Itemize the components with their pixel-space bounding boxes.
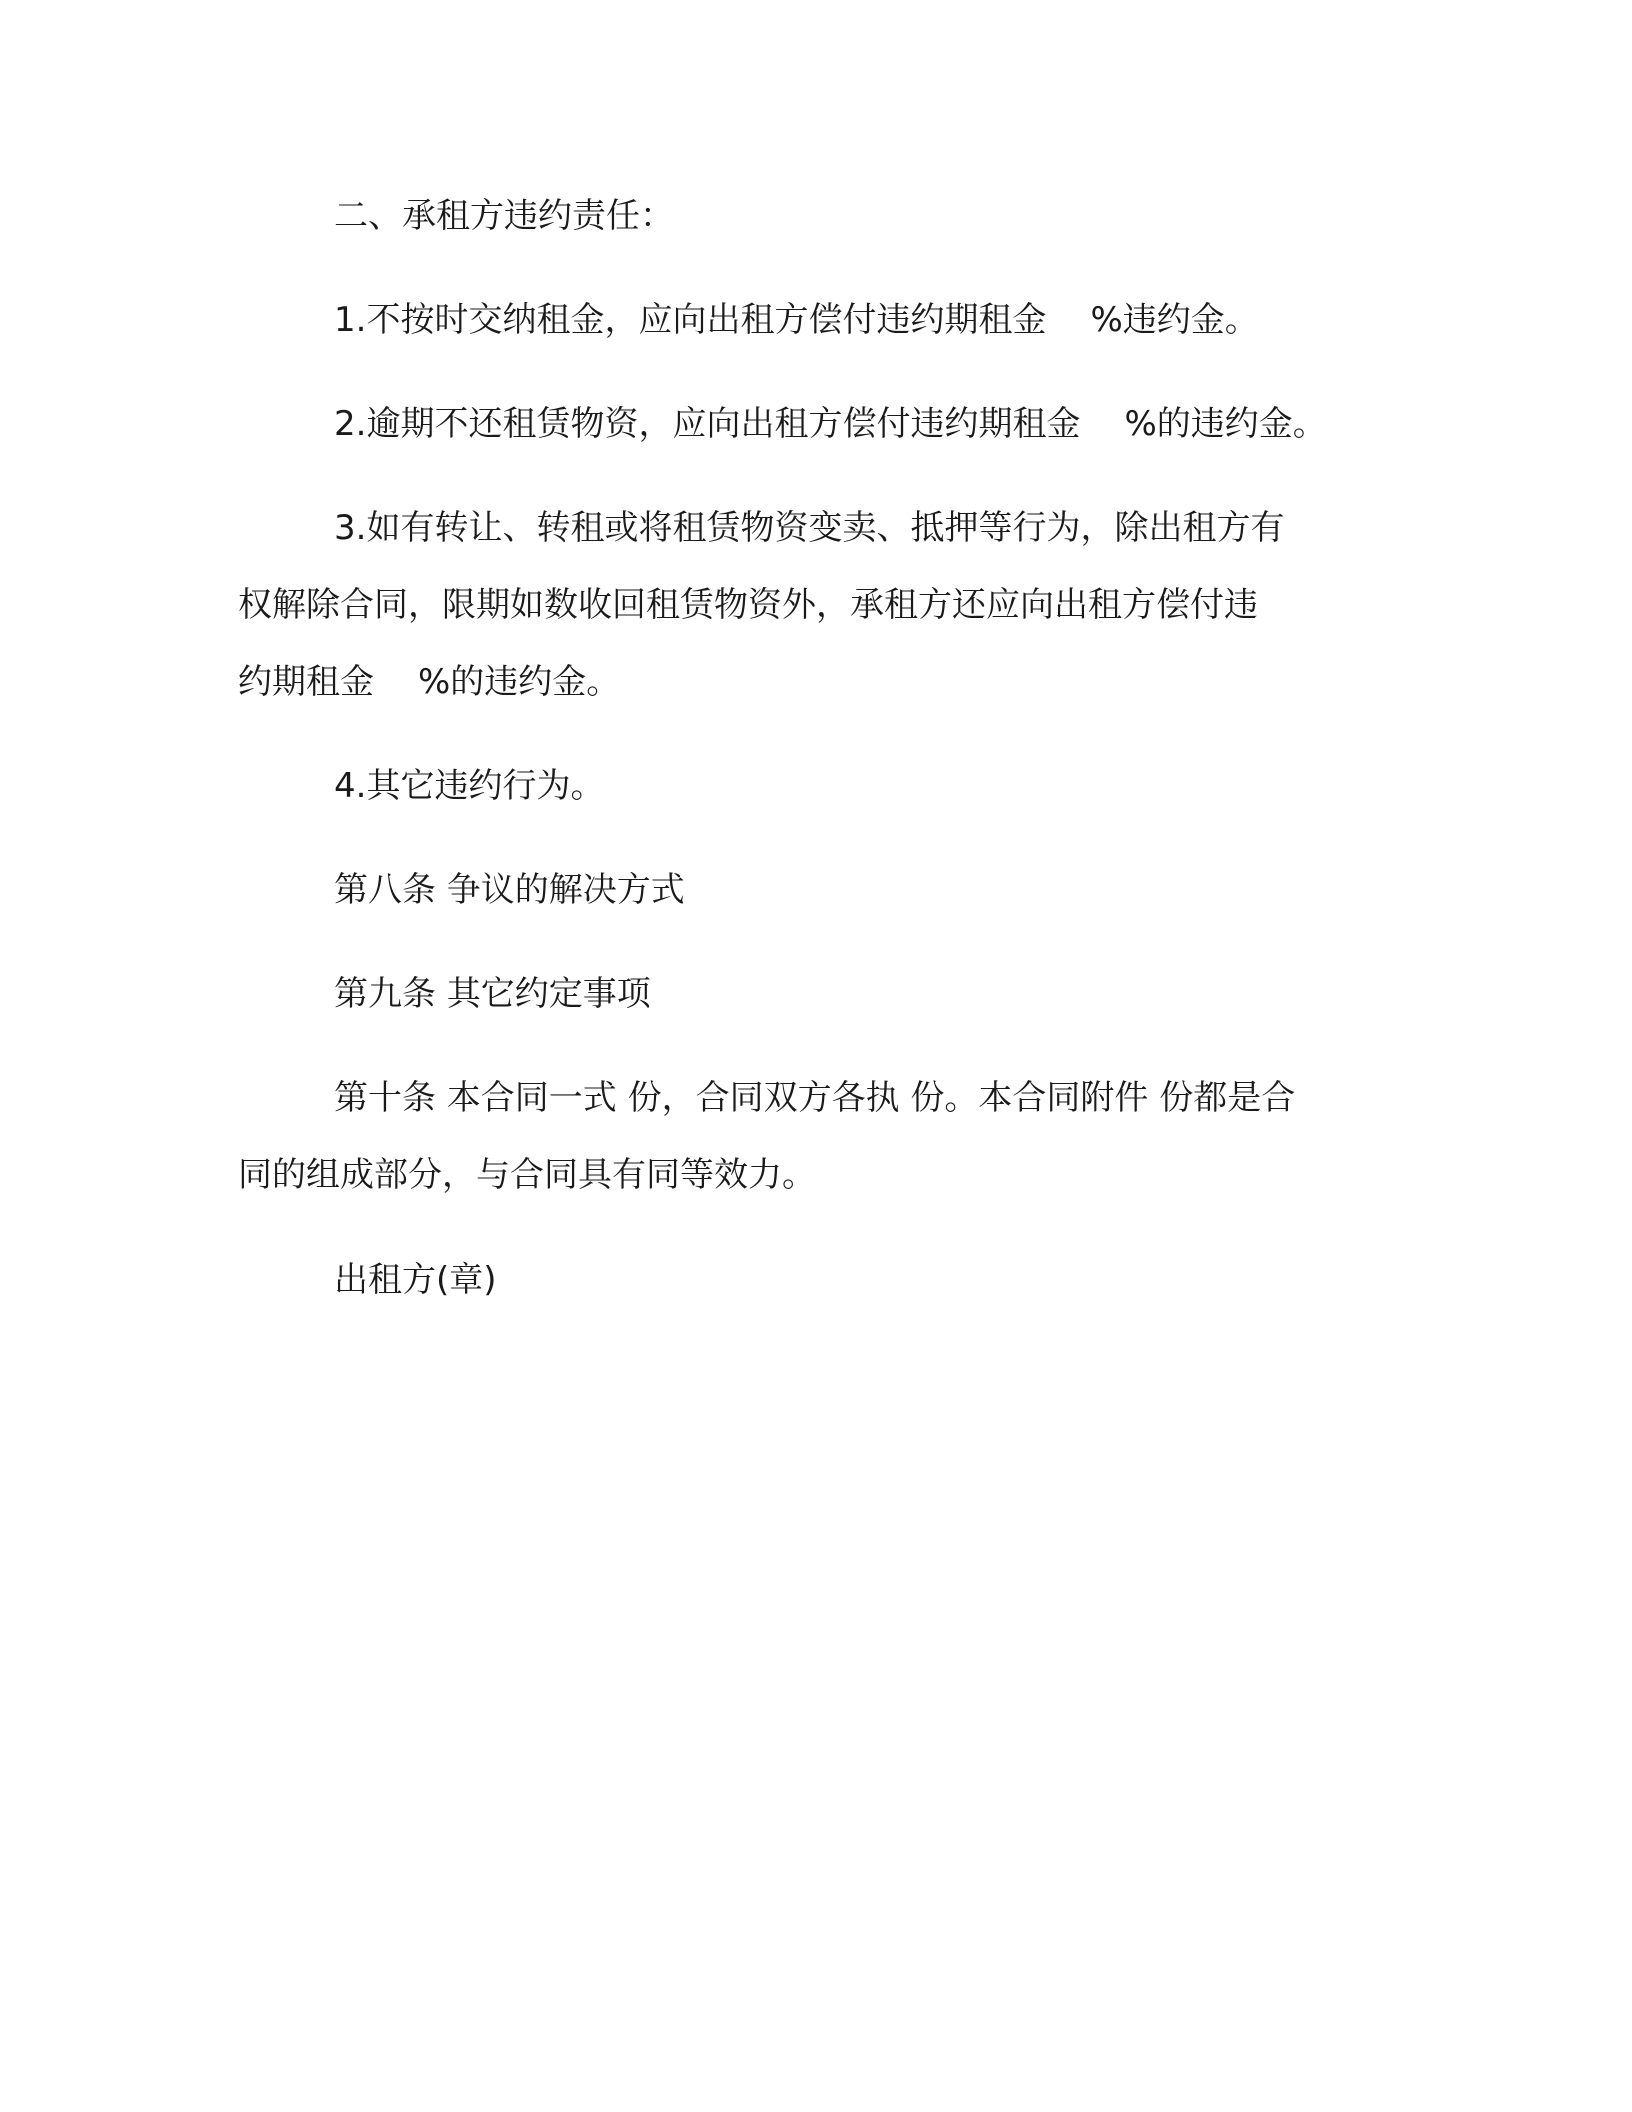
article-9-other-matters [238, 956, 1514, 1033]
clause-3-text-b: %的违约金。 [418, 662, 621, 702]
clause-2-overdue-return [238, 386, 1514, 463]
clause-3-transfer [238, 490, 1418, 721]
clause-2-text-b: %的违约金。 [1124, 404, 1327, 444]
article-10-copies [238, 1060, 1418, 1214]
article-10-line-2: 同的组成部分，与合同具有同等效力。 [238, 1155, 816, 1195]
clause-3-line-3 [238, 644, 1418, 721]
clause-3-line-1: 3.如有转让、转租或将租赁物资变卖、抵押等行为，除出租方有 [334, 508, 1285, 548]
section-heading-lessee-liability [238, 178, 1514, 255]
clause-4-text: 4.其它违约行为。 [334, 766, 605, 806]
article-10-line-1: 第十条 本合同一式 份，合同双方各执 份。本合同附件 份都是合 [334, 1078, 1296, 1118]
clause-3-line-2: 权解除合同，限期如数收回租赁物资外，承租方还应向出租方偿付违 [238, 585, 1258, 625]
article-9-text: 第九条 其它约定事项 [334, 974, 651, 1014]
article-8-dispute-resolution [238, 852, 1514, 929]
lessor-seal-label [238, 1242, 1514, 1319]
clause-1-text-a: 1.不按时交纳租金，应向出租方偿付违约期租金 [334, 300, 1047, 340]
heading-text: 二、承租方违约责任： [334, 196, 674, 236]
clause-1-late-rent [238, 282, 1514, 359]
lessor-seal-text: 出租方(章) [334, 1260, 497, 1300]
clause-4-other-breach [238, 748, 1514, 825]
article-8-text: 第八条 争议的解决方式 [334, 870, 685, 910]
clause-1-text-b: %违约金。 [1090, 300, 1259, 340]
clause-2-text-a: 2.逾期不还租赁物资，应向出租方偿付违约期租金 [334, 404, 1081, 444]
clause-3-text-a: 约期租金 [238, 662, 374, 702]
